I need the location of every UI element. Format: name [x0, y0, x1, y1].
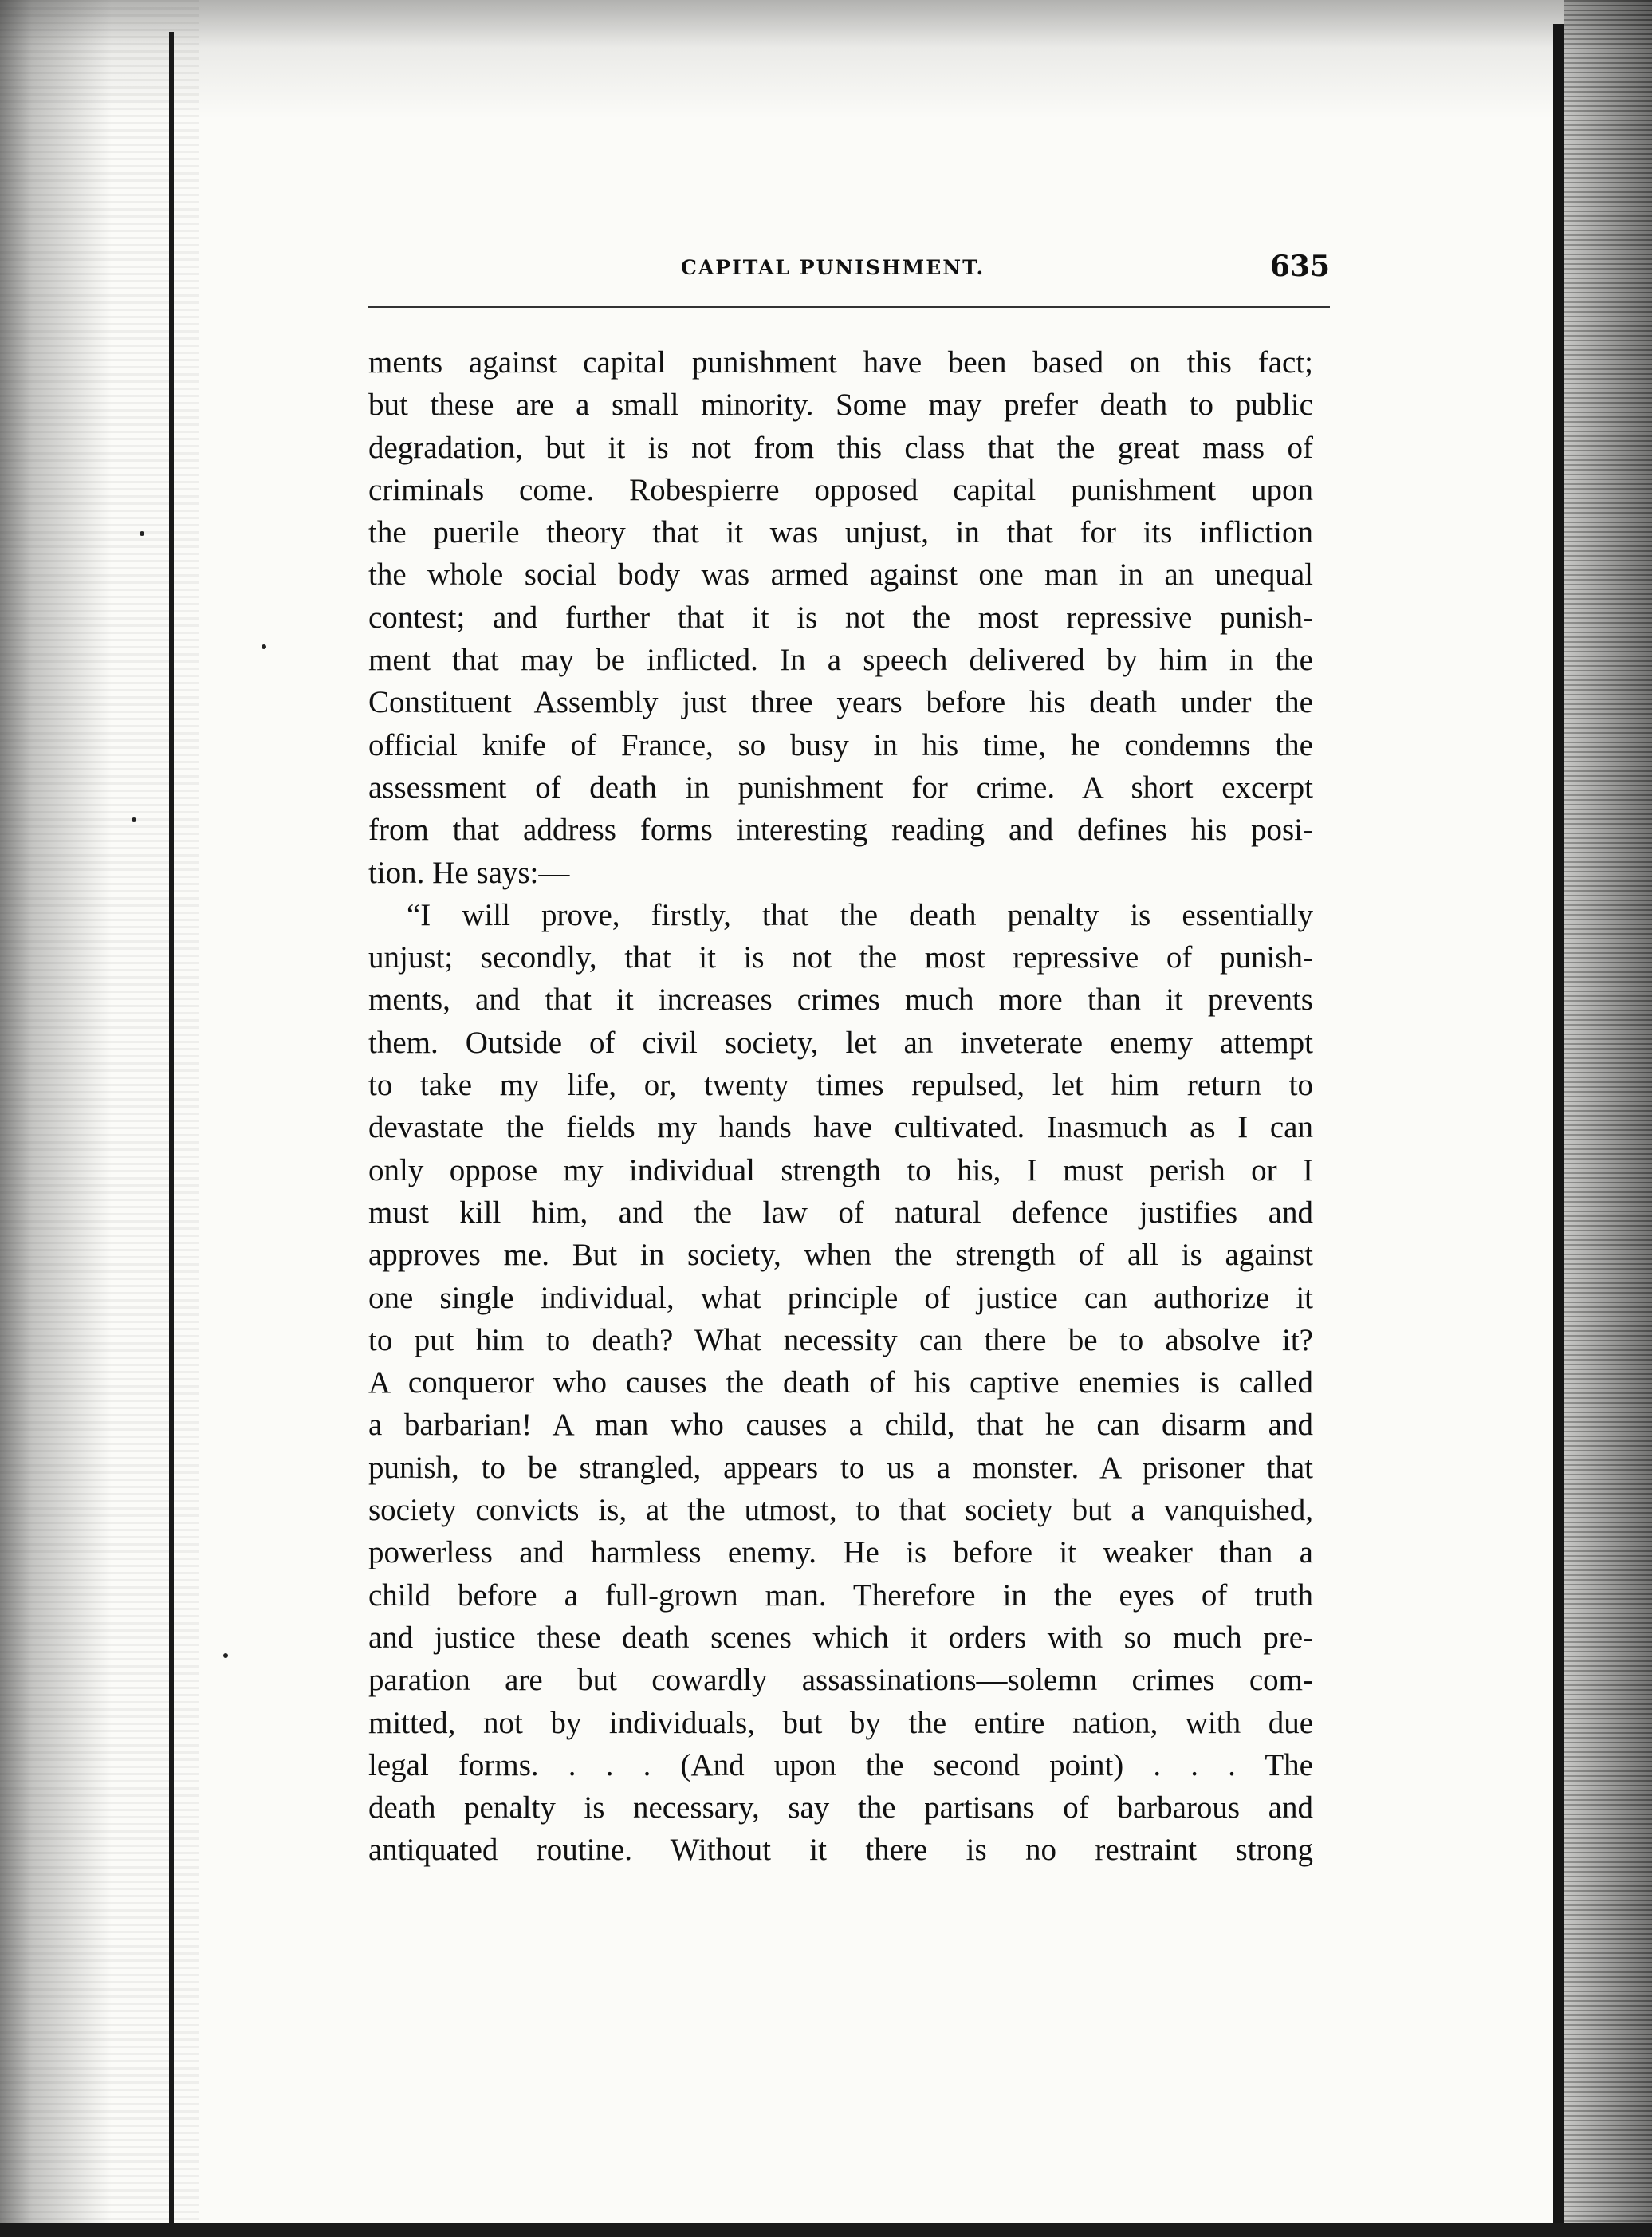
- text-line: Constituent Assembly just three years before his death under the: [368, 685, 1313, 720]
- text-line: unjust; secondly, that it is not the most repressive of punish-: [368, 940, 1313, 975]
- text-line: the puerile theory that it was unjust, in that for its infliction: [368, 515, 1313, 550]
- text-line: to take my life, or, twenty times repulsed, let him return to: [368, 1068, 1313, 1103]
- text-line: devastate the fields my hands have cultivated. Inasmuch as I can: [368, 1110, 1313, 1145]
- scan-top-shadow: [0, 0, 1652, 120]
- paragraph-1: [368, 341, 1313, 894]
- text-line: from that address forms interesting reading and defines his posi-: [368, 813, 1313, 848]
- paragraph-2-quotation: [368, 894, 1313, 1872]
- text-line: approves me. But in society, when the strength of all is against: [368, 1238, 1313, 1273]
- text-line: A conqueror who causes the death of his captive enemies is called: [368, 1365, 1313, 1400]
- text-line: contest; and further that it is not the most repressive punish-: [368, 600, 1313, 635]
- text-line: to put him to death? What necessity can there be to absolve it?: [368, 1322, 1313, 1357]
- scan-bottom-edge: [0, 2223, 1652, 2237]
- text-line: society convicts is, at the utmost, to that society but a vanquished,: [368, 1493, 1313, 1528]
- text-line: a barbarian! A man who causes a child, that he can disarm and: [368, 1408, 1313, 1443]
- text-line: official knife of France, so busy in his time, he condemns the: [368, 727, 1313, 762]
- text-line: and justice these death scenes which it orders with so much pre-: [368, 1620, 1313, 1655]
- text-line: degradation, but it is not from this class that the great mass of: [368, 430, 1313, 465]
- scan-right-edge-line: [1553, 24, 1564, 2237]
- text-line: paration are but cowardly assassinations—solemn crimes com-: [368, 1663, 1313, 1698]
- text-line: punish, to be strangled, appears to us a monster. A prisoner that: [368, 1450, 1313, 1485]
- text-line: one single individual, what principle of justice can authorize it: [368, 1280, 1313, 1315]
- text-line: tion. He says:—: [368, 855, 570, 890]
- text-line: child before a full-grown man. Therefore in the eyes of truth: [368, 1577, 1313, 1613]
- margin-speck: [223, 1653, 228, 1658]
- text-line: must kill him, and the law of natural defence justifies and: [368, 1195, 1313, 1230]
- margin-speck: [140, 531, 144, 536]
- text-line: ments against capital punishment have been based on this fact;: [368, 345, 1313, 380]
- text-line: death penalty is necessary, say the partisans of barbarous and: [368, 1790, 1313, 1825]
- margin-speck: [132, 817, 136, 822]
- text-line: them. Outside of civil society, let an inveterate enemy attempt: [368, 1025, 1313, 1060]
- text-line: “I will prove, firstly, that the death penalty is essentially: [407, 897, 1313, 932]
- scan-right-edge: [1564, 0, 1652, 2237]
- margin-speck: [262, 644, 266, 649]
- text-line: mitted, not by individuals, but by the entire nation, with due: [368, 1705, 1313, 1740]
- text-line: criminals come. Robespierre opposed capital punishment upon: [368, 472, 1313, 507]
- header-rule: [368, 306, 1330, 308]
- text-line: powerless and harmless enemy. He is before it weaker than a: [368, 1535, 1313, 1570]
- running-head: [368, 251, 1330, 299]
- text-line: legal forms. . . . (And upon the second point) . . . The: [368, 1747, 1313, 1782]
- text-line: assessment of death in punishment for crime. A short excerpt: [368, 770, 1313, 805]
- text-line: ments, and that it increases crimes much more than it prevents: [368, 983, 1313, 1018]
- text-line: only oppose my individual strength to his, I must perish or I: [368, 1152, 1313, 1187]
- scan-left-edge: [169, 32, 174, 2233]
- page-number: 635: [1269, 250, 1330, 283]
- running-head-title: CAPITAL PUNISHMENT.: [681, 256, 985, 279]
- text-line: antiquated routine. Without it there is no restraint strong: [368, 1833, 1313, 1868]
- text-line: ment that may be inflicted. In a speech delivered by him in the: [368, 643, 1313, 678]
- text-line: the whole social body was armed against one man in an unequal: [368, 557, 1313, 593]
- text-line: but these are a small minority. Some may prefer death to public: [368, 388, 1313, 423]
- body-text: [368, 341, 1313, 1872]
